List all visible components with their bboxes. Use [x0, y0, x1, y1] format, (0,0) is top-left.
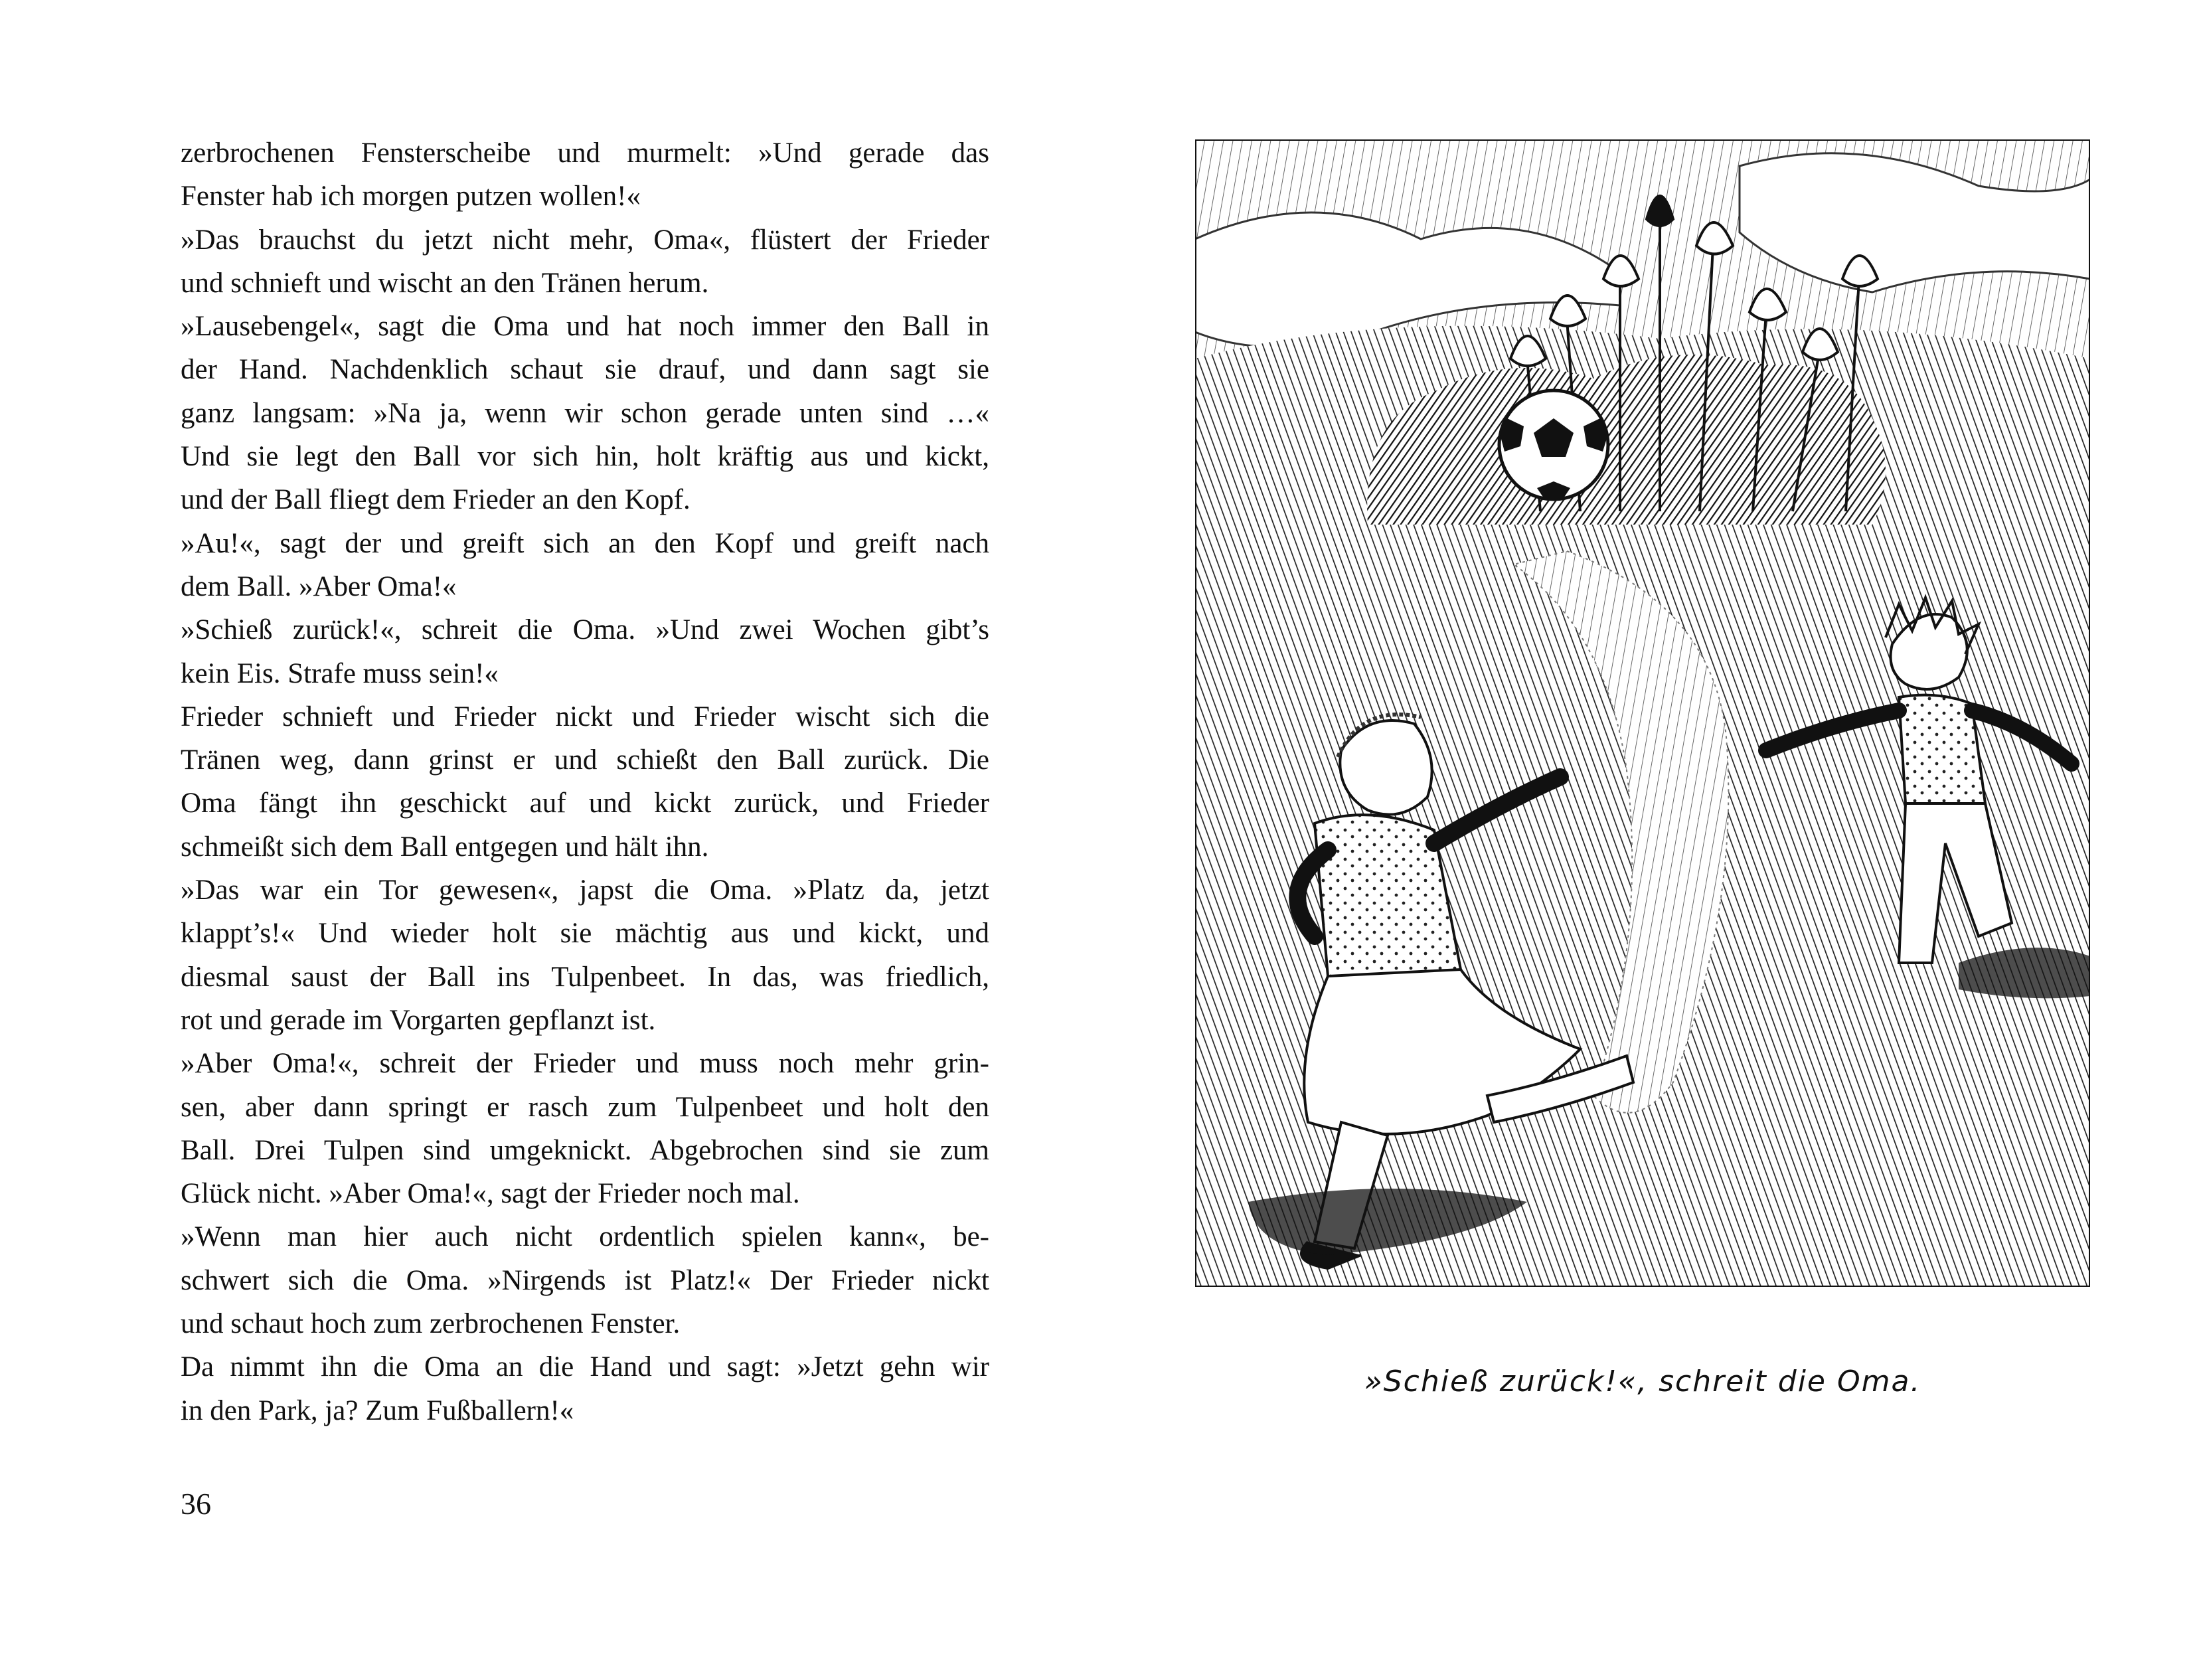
- text-line: »Das war ein Tor gewesen«, japst die Oma. »Platz da, jetzt: [181, 875, 989, 906]
- text-line: »Wenn man hier auch nicht ordentlich spielen kann«, be-: [181, 1221, 989, 1253]
- text-line: Glück nicht. »Aber Oma!«, sagt der Frieder noch mal.: [181, 1178, 800, 1210]
- text-line: Ball. Drei Tulpen sind umgeknickt. Abgebrochen sind sie zum: [181, 1134, 989, 1166]
- text-line: schwert sich die Oma. »Nirgends ist Platz!« Der Frieder nickt: [181, 1264, 989, 1296]
- text-line: diesmal saust der Ball ins Tulpenbeet. In das, was friedlich,: [181, 961, 989, 993]
- text-line: »Aber Oma!«, schreit der Frieder und muss noch mehr grin-: [181, 1048, 989, 1080]
- text-line: »Das brauchst du jetzt nicht mehr, Oma«, flüstert der Frieder: [181, 224, 989, 256]
- text-line: der Hand. Nachdenklich schaut sie drauf, und dann sagt sie: [181, 354, 989, 386]
- illustration-caption: »Schieß zurück!«, schreit die Oma.: [1364, 1365, 1921, 1398]
- text-line: kein Eis. Strafe muss sein!«: [181, 657, 499, 689]
- page-number: 36: [181, 1487, 211, 1521]
- text-line: Oma fängt ihn geschickt auf und kickt zurück, und Frieder: [181, 788, 989, 819]
- text-line: »Schieß zurück!«, schreit die Oma. »Und zwei Wochen gibt’s: [181, 614, 989, 646]
- text-line: rot und gerade im Vorgarten gepflanzt ist.: [181, 1004, 656, 1036]
- text-line: »Lausebengel«, sagt die Oma und hat noch immer den Ball in: [181, 311, 989, 343]
- text-line: Und sie legt den Ball vor sich hin, holt kräftig aus und kickt,: [181, 441, 989, 473]
- text-line: und schnieft und wischt an den Tränen herum.: [181, 267, 709, 299]
- text-line: ganz langsam: »Na ja, wenn wir schon gerade unten sind …«: [181, 397, 989, 429]
- text-line: sen, aber dann springt er rasch zum Tulpenbeet und holt den: [181, 1091, 989, 1123]
- text-line: und schaut hoch zum zerbrochenen Fenster.: [181, 1308, 681, 1340]
- text-line: Da nimmt ihn die Oma an die Hand und sagt: »Jetzt gehn wir: [181, 1351, 989, 1383]
- text-line: und der Ball fliegt dem Frieder an den Kopf.: [181, 484, 691, 516]
- text-line: Fenster hab ich morgen putzen wollen!«: [181, 181, 641, 212]
- text-line: Tränen weg, dann grinst er und schießt den Ball zurück. Die: [181, 744, 989, 776]
- text-line: dem Ball. »Aber Oma!«: [181, 570, 457, 602]
- text-line: »Au!«, sagt der und greift sich an den Kopf und greift nach: [181, 527, 989, 559]
- soccer-ball-icon: [1499, 390, 1608, 499]
- text-line: in den Park, ja? Zum Fußballern!«: [181, 1394, 574, 1426]
- text-line: klappt’s!« Und wieder holt sie mächtig aus und kickt, und: [181, 918, 989, 950]
- pen-illustration: [1195, 139, 2090, 1287]
- illustration-drawing: [1195, 139, 2090, 1287]
- text-line: Frieder schnieft und Frieder nickt und Frieder wischt sich die: [181, 701, 989, 732]
- story-text: [181, 131, 989, 1432]
- text-line: zerbrochenen Fensterscheibe und murmelt: »Und gerade das: [181, 137, 989, 169]
- text-line: schmeißt sich dem Ball entgegen und hält ihn.: [181, 831, 709, 863]
